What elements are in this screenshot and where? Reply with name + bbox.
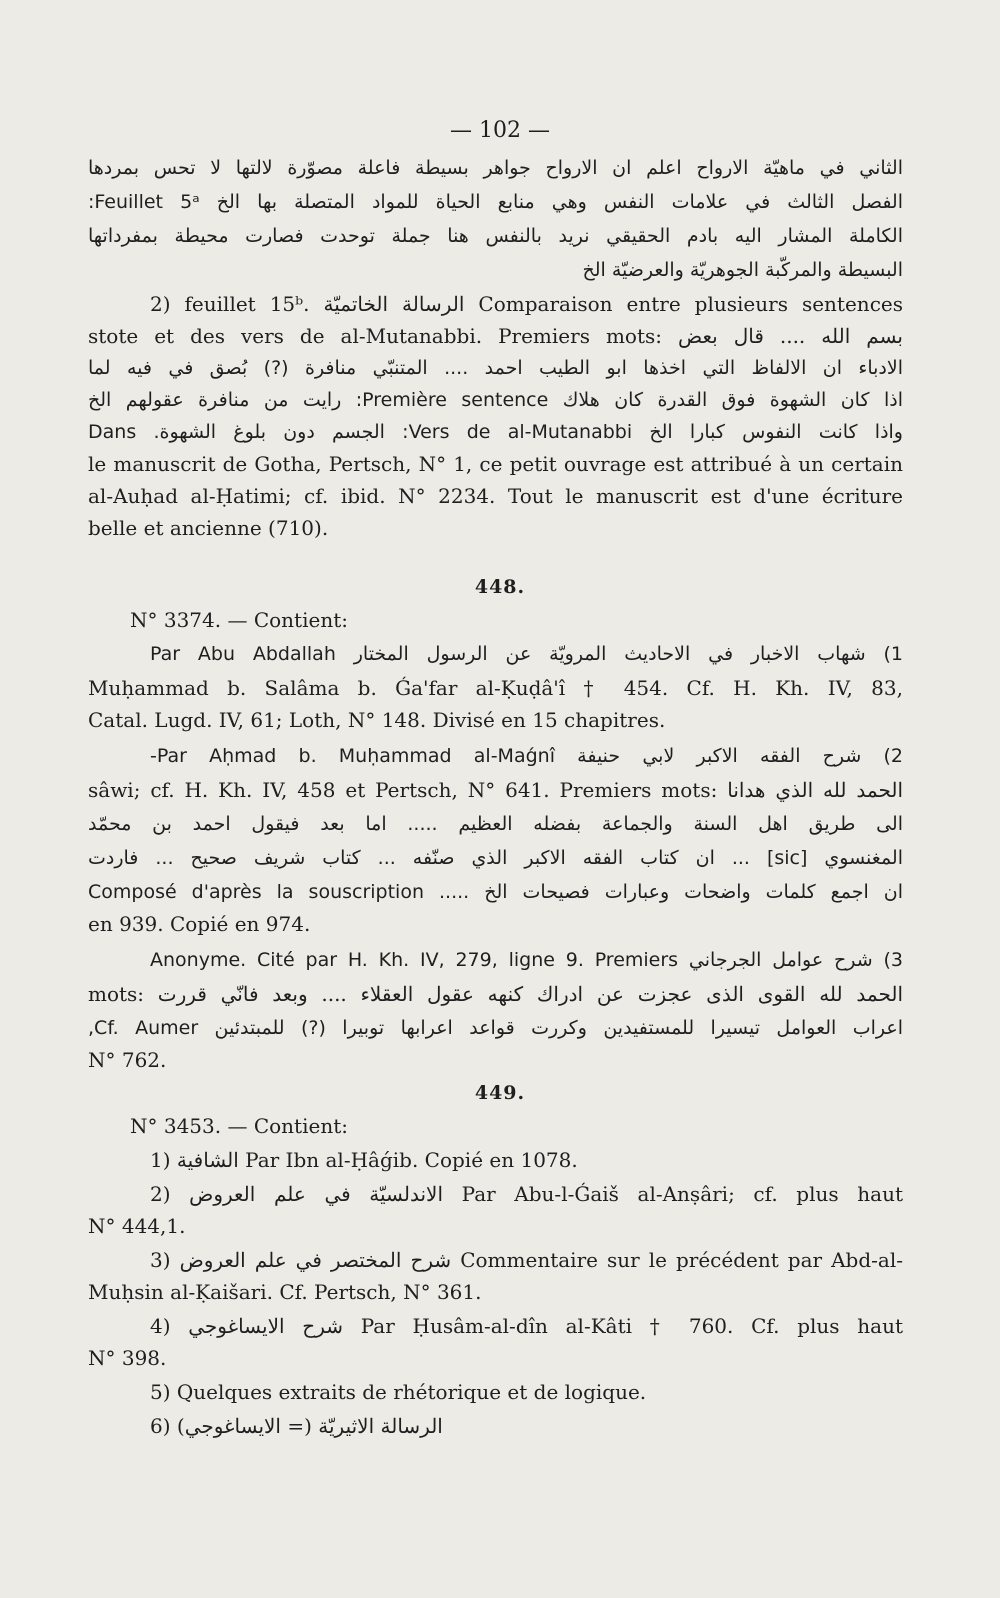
text-line: Muḥammad b. Salâma b. Ǵa'far al-Ḳuḍâ'î † 454. Cf. H. Kh. IV, 83,: [88, 676, 903, 700]
text-line: al-Auḥad al-Ḥatimi; cf. ibid. N° 2234. Tout le manuscrit est d'une écriture: [88, 484, 903, 508]
text-line: le manuscrit de Gotha, Pertsch, N° 1, ce petit ouvrage est attribué à un certain: [88, 452, 903, 476]
text-line: 3) شرح عوامل الجرجاني Anonyme. Cité par H. Kh. IV, 279, ligne 9. Premiers: [150, 949, 903, 971]
text-line: 6) الرسالة الاثيريّة (= الايساغوجي): [150, 1414, 443, 1438]
text-line: sâwi; cf. H. Kh. IV, 458 et Pertsch, N° 641. Premiers mots: الحمد لله الذي هدانا: [88, 778, 903, 802]
text-line: en 939. Copié en 974.: [88, 912, 311, 936]
text-line: 1) الشافية Par Ibn al-Ḥâǵib. Copié en 1078.: [150, 1148, 578, 1172]
text-line: 2) شرح الفقه الاكبر لابي حنيفة Par Aḥmad b. Muḥammad al-Maǵnî-: [150, 745, 903, 767]
text-line: الفصل الثالث في علامات النفس وهي منابع الحياة للمواد المتصلة بها الخ ‎Feuillet 5ᵃ:: [88, 191, 903, 213]
text-line: اعراب العوامل تيسيرا للمستفيدين وكررت قواعد اعرابها توبيرا (?) للمبتدئين Cf. Aumer,: [88, 1017, 903, 1039]
text-line: 1) شهاب الاخبار في الاحاديث المرويّة عن الرسول المختار Par Abu Abdallah: [150, 643, 903, 665]
text-line: Catal. Lugd. IV, 61; Loth, N° 148. Divisé en 15 chapitres.: [88, 708, 666, 732]
text-line: N° 398.: [88, 1346, 167, 1370]
text-line: الى طريق اهل السنة والجماعة بفضله العظيم ..... اما بعد فيقول احمد بن محمّد: [88, 813, 903, 835]
text-line: N° 3374. — Contient:: [130, 608, 348, 632]
text-line: 3) شرح المختصر في علم العروض Commentaire sur le précédent par Abd-al-: [150, 1248, 903, 1272]
text-line: 4) شرح الايساغوجي Par Ḥusâm-al-dîn al-Kâti † 760. Cf. plus haut: [150, 1314, 903, 1338]
text-line: N° 762.: [88, 1048, 167, 1072]
text-line: N° 444,1.: [88, 1214, 186, 1238]
text-line: mots: الحمد لله القوى الذى عجزت عن ادراك كنهه عقول العقلاء .... وبعد فانّي قررت: [88, 982, 903, 1006]
text-line: اذا كان الشهوة فوق القدرة كان هلاك Première sentence: رايت من منافرة عقولهم الخ: [88, 389, 903, 411]
entry-number: 448.: [474, 576, 526, 598]
text-line: N° 3453. — Contient:: [130, 1114, 348, 1138]
page-number: — 102 —: [450, 118, 550, 143]
text-line: stote et des vers de al-Mutanabbi. Premiers mots: بسم الله .... قال بعض: [88, 324, 903, 348]
text-line: 5) Quelques extraits de rhétorique et de logique.: [150, 1380, 647, 1404]
text-line: 2) feuillet 15ᵇ. الرسالة الخاتميّة Comparaison entre plusieurs sentences: [150, 292, 903, 316]
text-line: الثاني في ماهيّة الارواح اعلم ان الارواح جواهر بسيطة فاعلة مصوّرة لالتها لا تحس بمردها: [88, 157, 903, 179]
text-line: ان اجمع كلمات واضحات وعبارات فصيحات الخ ..... Composé d'après la souscription: [88, 881, 903, 903]
entry-number: 449.: [474, 1082, 526, 1104]
text-line: واذا كانت النفوس كبارا الخ Vers de al-Mutanabbi: الجسم دون بلوغ الشهوة. Dans: [88, 421, 903, 443]
text-line: الادباء ان الالفاظ التي اخذها ابو الطيب احمد .... المتنبّي منافرة (?) بُصق في فيه لما: [88, 357, 903, 379]
text-line: البسيطة والمركّبة الجوهريّة والعرضيّة الخ: [582, 259, 903, 281]
text-line: Muḥsin al-Ḳaišari. Cf. Pertsch, N° 361.: [88, 1280, 482, 1304]
text-line: belle et ancienne (710).: [88, 516, 329, 540]
text-line: المغنسوي [sic] ... ان كتاب الفقه الاكبر الذي صنّفه ... كتاب شريف صحيح ... فاردت: [88, 847, 903, 869]
text-line: الكاملة المشار اليه بادم الحقيقي نريد بالنفس هنا جملة توحدت فصارت محيطة بمفرداتها: [88, 225, 903, 247]
text-line: 2) الاندلسيّة في علم العروض Par Abu-l-Ǵaiš al-Anṣâri; cf. plus haut: [150, 1182, 903, 1206]
